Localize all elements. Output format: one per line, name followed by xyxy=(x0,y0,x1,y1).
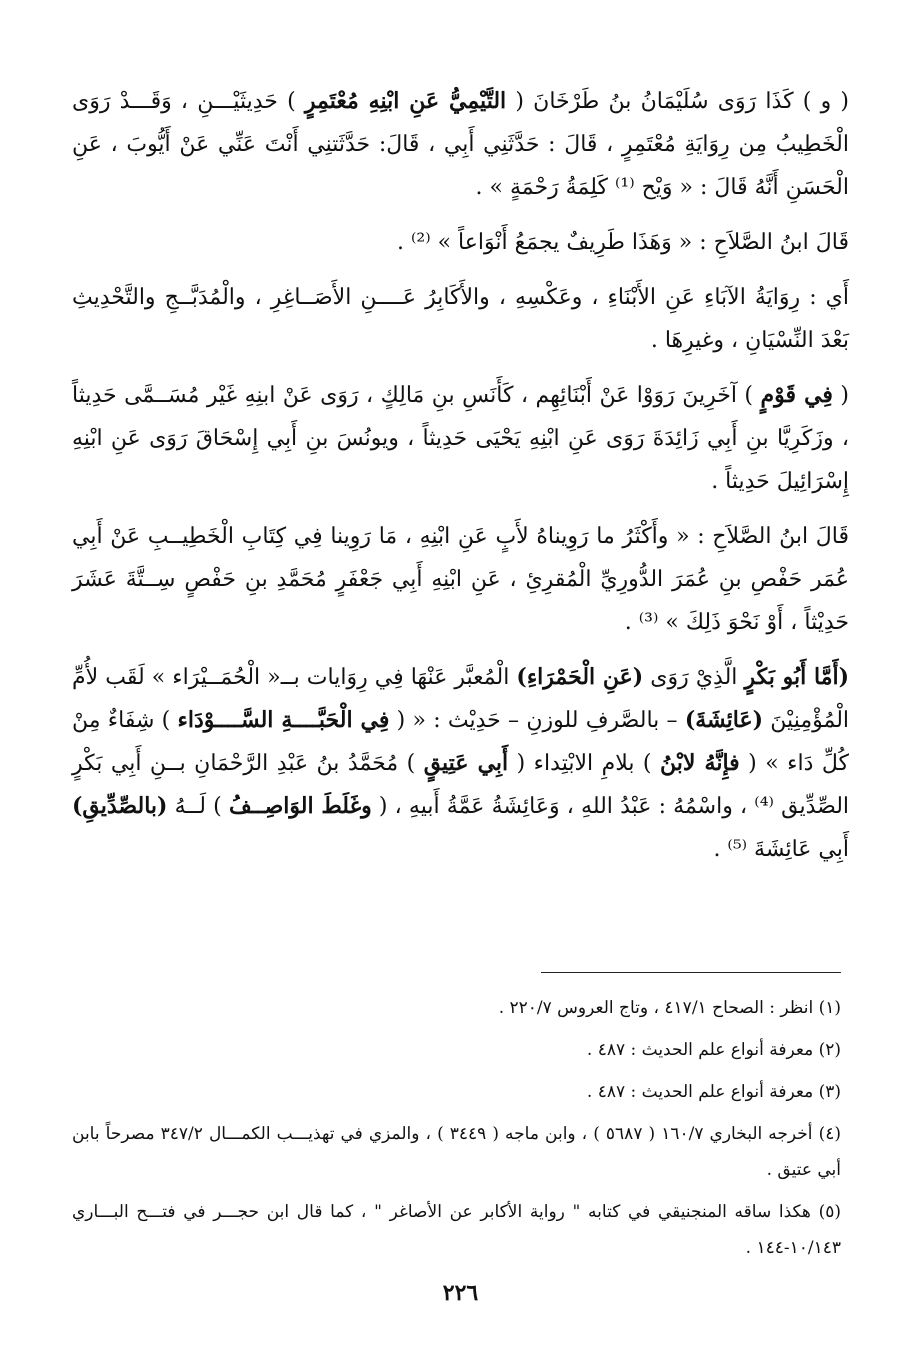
paragraph xyxy=(72,515,849,644)
footnote: (٤) أخرجه البخاري ١٦٠/٧ ( ٥٦٨٧ ) ، وابن ماجه ( ٣٤٤٩ ) ، والمزي في تهذيـــب الكمـــال ٣٤٧/٢ مصرحاً بابن أبي عتيق . xyxy=(72,1124,841,1180)
paragraph xyxy=(72,221,849,264)
text-run: ) بلامِ الابْتِداء ( xyxy=(508,751,660,776)
text-run: ) آخَرِينَ رَوَوْا عَنْ أَبْنَائِهِم ، كَأَنَسِ بنِ مَالِكٍ ، رَوَى عَنْ ابنِهِ غَيْر مُسَــمَّى حَدِيثاً ، وزَكَرِيَّا بنِ أَبِي زَائِدَةَ رَوَى عَنِ ابْنِهِ يَحْيَى حَدِيثاً ، ويونُسَ بنِ أَبِي إِسْحَاقَ رَوَى عَنِ ابْنِهِ إِسْرَائِيلَ حَدِيثاً . xyxy=(72,383,849,494)
text-run: أَبِي عَائِشَةَ ⁽⁵⁾ . xyxy=(713,837,849,862)
paragraph xyxy=(72,656,849,871)
bold-text-run: وغَلَطَ الوَاصِــفُ xyxy=(228,793,372,819)
text-run: الْمُعبَّر عَنْهَا فِي رِوَايات بــ« الْحُمَــيْرَاء » لَقَب لأُمِّ الْمُؤْمِنِيْنَ xyxy=(72,665,850,733)
bold-text-run: أَبِي عَتِيقٍ xyxy=(423,750,509,776)
bold-text-run: (بالصِّدِّيقِ) xyxy=(72,793,168,819)
bold-text-run: فِي قَوْمٍ xyxy=(760,382,833,408)
text-run: ) شِفَاءٌ مِنْ كُلِّ دَاء » ( xyxy=(72,708,850,776)
page-number: ٢٢٦ xyxy=(442,1280,479,1306)
text-run: قَالَ ابنُ الصَّلاَحِ : « وأَكْثَرُ ما رَوِيناهُ لأَبٍ عَنِ ابْنِهِ ، مَا رَوِينا فِي كِتَابِ الْخَطِيــبِ عَنْ أَبِي عُمَر حَفْصِ بنِ عُمَرَ الدُّورِيِّ الْمُقرِئِ ، عَنِ ابْنِهِ أَبِي جَعْفَرٍ مُحَمَّدِ بنِ حَفْصٍ سِــتَّةَ عَشَرَ حَدِيْثاً ، أَوْ نَحْوَ ذَلِكَ » ⁽³⁾ . xyxy=(72,524,849,635)
text-run: – بالصَّرفِ للوزنِ – حَدِيْث : « ( xyxy=(389,708,685,733)
footnote: (٢) معرفة أنواع علم الحديث : ٤٨٧ . xyxy=(586,1040,841,1060)
footnote: (١) انظر : الصحاح ٤١٧/١ ، وتاج العروس ٢٢٠/٧ . xyxy=(498,998,841,1018)
text-run: الَّذِيْ رَوَى xyxy=(643,665,745,690)
footnote: (٥) هكذا ساقه المنجنيقي في كتابه " رواية الأكابر عن الأصاغر " ، كما قال ابن حجـــر في فتـــح البـــاري ١٠/١٤٣-١٤٤ . xyxy=(72,1202,841,1258)
text-run: ( xyxy=(832,383,850,408)
paragraph xyxy=(72,80,849,209)
main-text xyxy=(72,80,849,883)
text-run: ) مُحَمَّدُ بنُ عَبْدِ الرَّحْمَانِ بــنِ أَبِي بَكْرٍ الصِّدِّيق ⁽⁴⁾ ، واسْمُهُ : عَبْدُ اللهِ ، وَعَائِشَةُ عَمَّةُ أَبيهِ ، ( xyxy=(72,751,850,819)
footnote: (٣) معرفة أنواع علم الحديث : ٤٨٧ . xyxy=(586,1082,841,1102)
text-run: أَي : رِوَايَةُ الآبَاءِ عَنِ الأَبْنَاءِ ، وعَكْسِهِ ، والأَكَابِرُ عَــــنِ الأَصَــاغِرِ ، والْمُدَبَّــجِ والتَّحْدِيثِ بَعْدَ النِّسْيَانِ ، وغيرِهَا . xyxy=(72,285,849,353)
text-run: ) لَــهُ xyxy=(167,794,229,819)
text-run: ) حَدِيثَيْـــنِ ، وَقَـــدْ رَوَى الْخَطِيبُ مِن رِوَايَةِ مُعْتَمِرٍ ، قَالَ : حَدَّثَنِي أَبِي ، قَالَ: حَدَّثَتنِي أَنْتَ عَنِّي عَنْ أَيُّوبَ ، عَنِ الْحَسَنِ أَنَّهُ قَالَ : « وَيْح ⁽¹⁾ كَلِمَةُ رَحْمَةٍ » . xyxy=(72,89,849,200)
text-run: قَالَ ابنُ الصَّلاَحِ : « وَهَذَا طَرِيفٌ يجمَعُ أَنْوَاعاً » ⁽²⁾ . xyxy=(396,230,849,255)
bold-text-run: فِي الْحَبَّــــةِ السَّــــوْدَاء xyxy=(177,707,390,733)
bold-text-run: (عَنِ الْحَمْرَاءِ) xyxy=(516,664,644,690)
text-run: ( و ) كَذَا رَوَى سُلَيْمَانُ بنُ طَرْخَانَ ( xyxy=(506,89,850,114)
footnote-separator xyxy=(541,972,841,973)
bold-text-run: (أَمَّا أَبُو بَكْرٍ xyxy=(744,664,850,690)
paragraph xyxy=(72,276,849,362)
bold-text-run: التَّيْمِيُّ عَنِ ابْنِهِ مُعْتَمِرٍ xyxy=(304,88,507,114)
footnotes xyxy=(72,990,841,1272)
bold-text-run: فإِنَّهُ لابْنُ xyxy=(659,750,740,776)
bold-text-run: (عَائِشَةَ) xyxy=(684,707,764,733)
paragraph xyxy=(72,374,849,503)
